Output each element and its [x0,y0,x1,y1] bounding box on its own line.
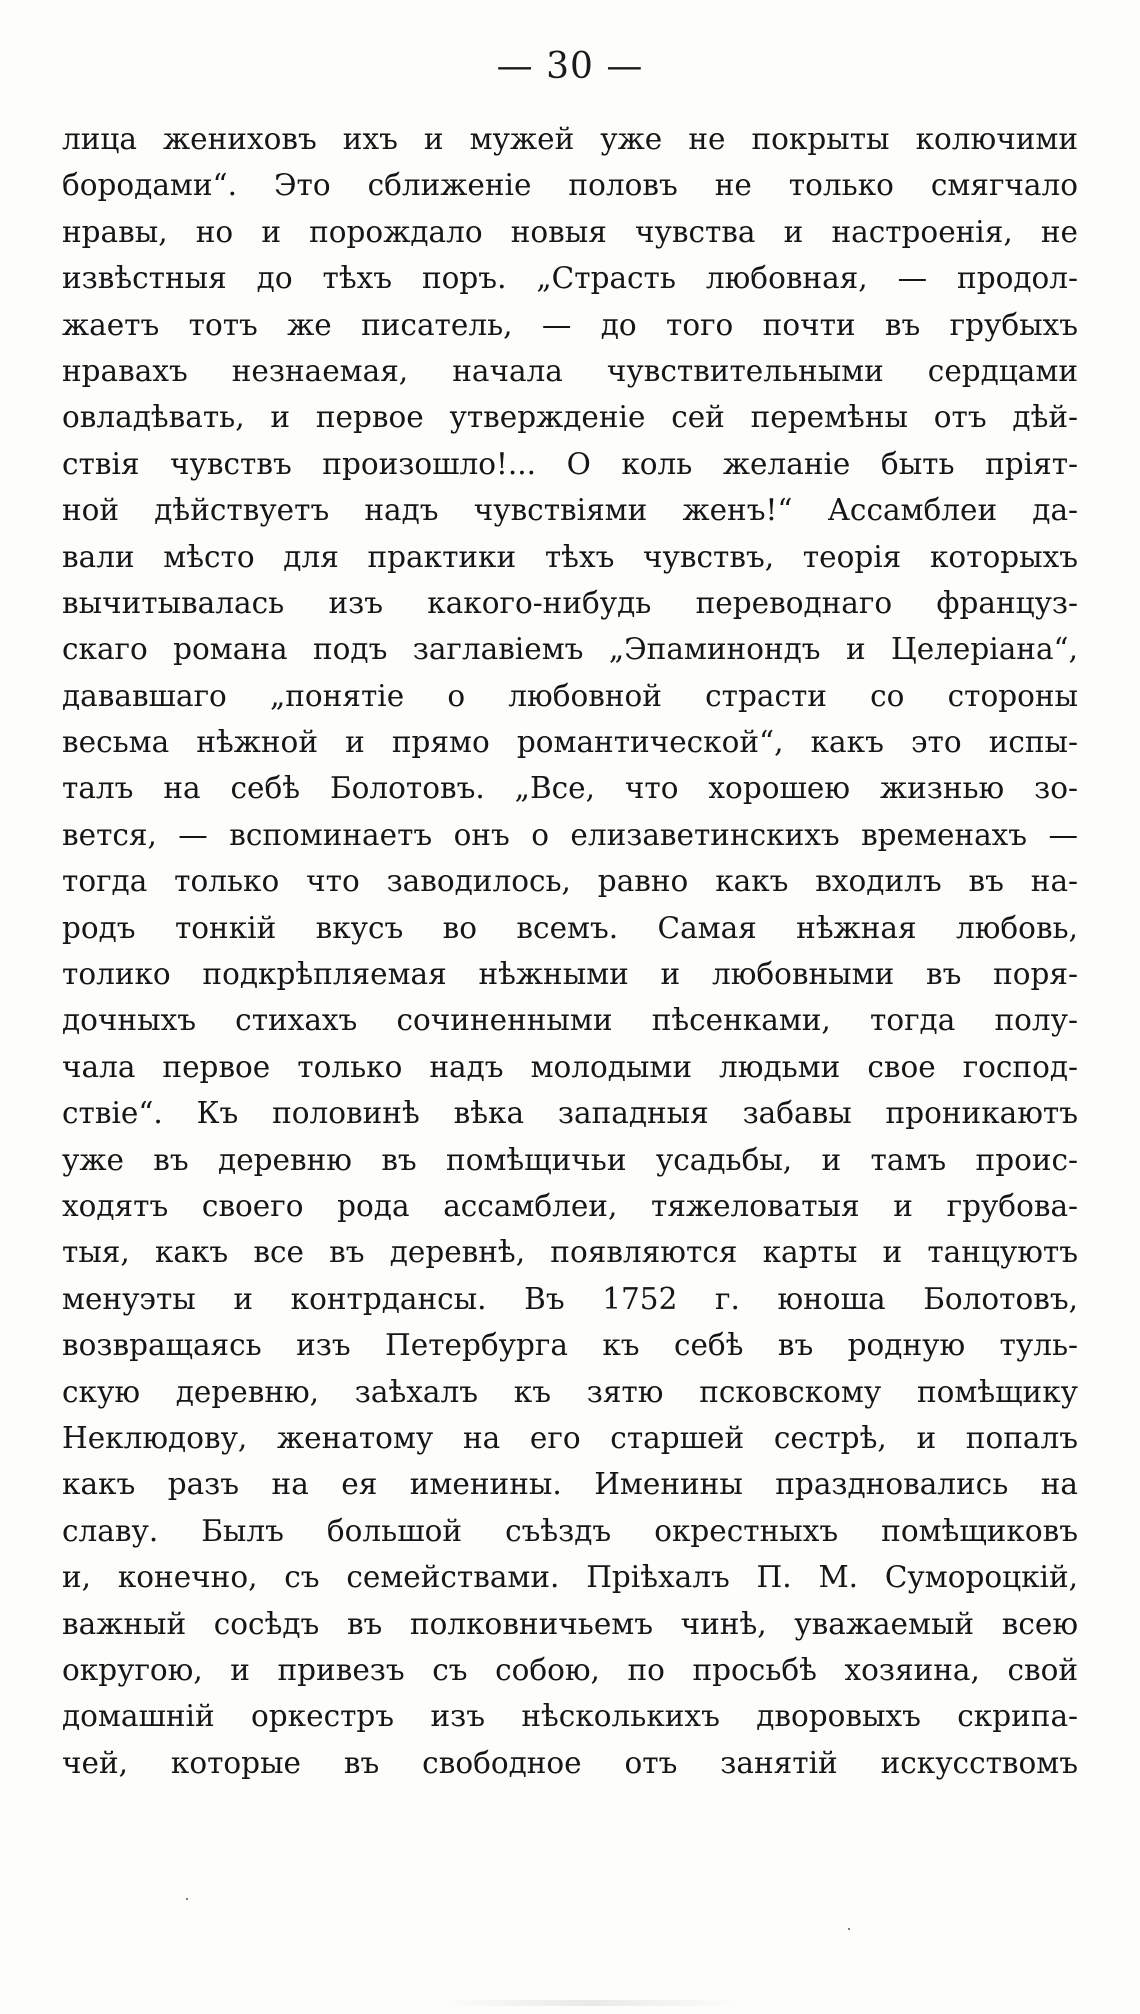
text-line: важный сосѣдъ въ полковничьемъ чинѣ, уважаемый всею [62,1606,1078,1641]
text-line: и, конечно, съ семействами. Пріѣхалъ П. М. Сумороцкій, [62,1560,1078,1595]
scan-smudge [440,2000,740,2006]
text-line: ствіе“. Къ половинѣ вѣка западныя забавы проникаютъ [62,1096,1078,1131]
text-line: толико подкрѣпляемая нѣжными и любовными въ поря- [62,957,1078,992]
text-line: нравахъ незнаемая, начала чувствительными сердцами [62,353,1078,388]
text-line: скаго романа подъ заглавіемъ „Эпаминондъ и Целеріана“, [62,632,1078,667]
body-text [62,116,1078,1786]
text-line: лица жениховъ ихъ и мужей уже не покрыты колючими [62,122,1078,156]
text-line: вется, — вспоминаетъ онъ о елизаветинскихъ временахъ — [62,817,1078,852]
scan-speck [848,1928,850,1930]
text-line: ходятъ своего рода ассамблеи, тяжеловатыя и грубова- [62,1188,1078,1223]
text-line: тыя, какъ все въ деревнѣ, появляются карты и танцуютъ [62,1235,1078,1270]
text-line: тогда только что заводилось, равно какъ входилъ въ на- [62,864,1078,899]
text-line: округою, и привезъ съ собою, по просьбѣ хозяина, свой [62,1652,1078,1687]
text-line: менуэты и контрдансы. Въ 1752 г. юноша Болотовъ, [62,1281,1078,1316]
text-line: родъ тонкій вкусъ во всемъ. Самая нѣжная любовь, [62,910,1078,945]
text-line: овладѣвать, и первое утвержденіе сей перемѣны отъ дѣй- [62,400,1078,435]
text-line: весьма нѣжной и прямо романтической“, какъ это испы- [62,725,1078,760]
text-line: вали мѣсто для практики тѣхъ чувствъ, теорія которыхъ [62,539,1078,574]
text-line: какъ разъ на ея именины. Именины праздновались на [62,1467,1078,1502]
text-line: возвращаясь изъ Петербурга къ себѣ въ родную туль- [62,1328,1078,1363]
text-line: домашній оркестръ изъ нѣсколькихъ дворовыхъ скрипа- [62,1699,1078,1734]
text-line: ной дѣйствуетъ надъ чувствіями женъ!“ Ассамблеи да- [62,493,1078,528]
text-line: уже въ деревню въ помѣщичьи усадьбы, и тамъ проис- [62,1142,1078,1177]
text-line: славу. Былъ большой съѣздъ окрестныхъ помѣщиковъ [62,1513,1078,1548]
text-line: нравы, но и порождало новыя чувства и настроенія, не [62,214,1078,249]
text-line: дочныхъ стихахъ сочиненными пѣсенками, тогда полу- [62,1003,1078,1038]
text-line: извѣстныя до тѣхъ поръ. „Страсть любовная, — продол- [62,261,1078,296]
page-number: — 30 — [496,46,644,87]
text-line: дававшаго „понятіе о любовной страсти со стороны [62,678,1078,713]
text-line: Неклюдову, женатому на его старшей сестрѣ, и попалъ [62,1420,1078,1455]
scan-speck [186,1898,188,1900]
text-line: ствія чувствъ произошло!... О коль желаніе быть пріят- [62,446,1078,481]
text-line: чала первое только надъ молодыми людьми свое господ- [62,1049,1078,1084]
text-line: вычитывалась изъ какого-нибудь переводнаго француз- [62,585,1078,620]
text-line: бородами“. Это сближеніе половъ не только смягчало [62,168,1078,203]
text-line: чей, которые въ свободное отъ занятій искусствомъ [62,1745,1078,1780]
text-line: жаетъ тотъ же писатель, — до того почти въ грубыхъ [62,307,1078,342]
text-line: талъ на себѣ Болотовъ. „Все, что хорошею жизнью зо- [62,771,1078,806]
text-line: скую деревню, заѣхалъ къ зятю псковскому помѣщику [62,1374,1078,1409]
